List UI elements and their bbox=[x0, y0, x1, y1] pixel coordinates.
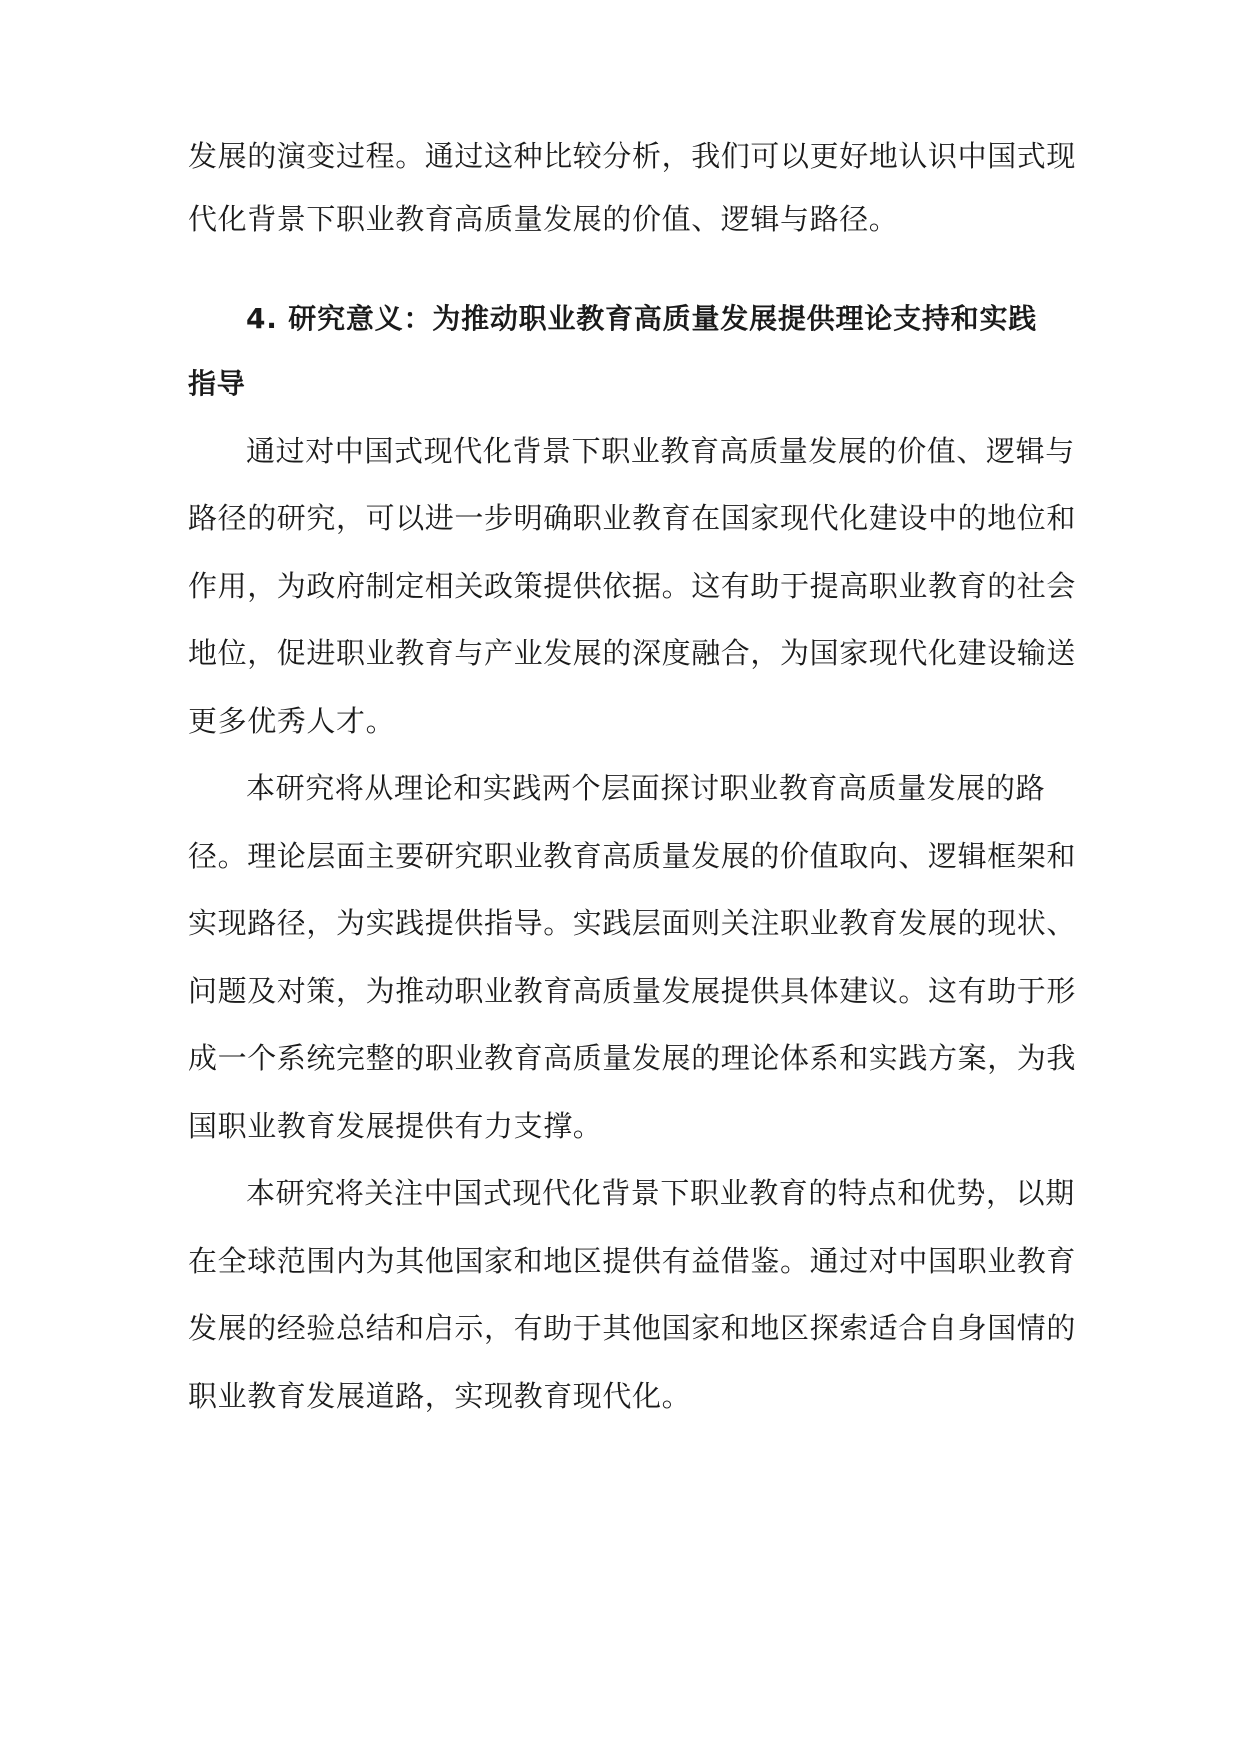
text-line: 代化背景下职业教育高质量发展的价值、逻辑与路径。 bbox=[188, 202, 899, 236]
text-line: 径。理论层面主要研究职业教育高质量发展的价值取向、逻辑框架和 bbox=[188, 839, 1077, 873]
text-line: 本研究将关注中国式现代化背景下职业教育的特点和优势，以期 bbox=[246, 1176, 1075, 1210]
heading-line: 4. 研究意义：为推动职业教育高质量发展提供理论支持和实践 bbox=[246, 302, 1038, 335]
text-line: 在全球范围内为其他国家和地区提供有益借鉴。通过对中国职业教育 bbox=[188, 1244, 1077, 1278]
heading-line: 指导 bbox=[188, 367, 246, 400]
text-line: 本研究将从理论和实践两个层面探讨职业教育高质量发展的路 bbox=[246, 771, 1046, 805]
text-line: 作用，为政府制定相关政策提供依据。这有助于提高职业教育的社会 bbox=[188, 569, 1077, 603]
text-line: 问题及对策，为推动职业教育高质量发展提供具体建议。这有助于形 bbox=[188, 974, 1077, 1008]
text-line: 职业教育发展道路，实现教育现代化。 bbox=[188, 1379, 692, 1413]
text-line: 国职业教育发展提供有力支撑。 bbox=[188, 1109, 603, 1143]
text-line: 路径的研究，可以进一步明确职业教育在国家现代化建设中的地位和 bbox=[188, 501, 1077, 535]
text-line: 成一个系统完整的职业教育高质量发展的理论体系和实践方案，为我 bbox=[188, 1041, 1077, 1075]
text-line: 发展的演变过程。通过这种比较分析，我们可以更好地认识中国式现 bbox=[188, 139, 1077, 173]
text-line: 地位，促进职业教育与产业发展的深度融合，为国家现代化建设输送 bbox=[188, 636, 1077, 670]
text-line: 更多优秀人才。 bbox=[188, 704, 396, 738]
text-line: 实现路径，为实践提供指导。实践层面则关注职业教育发展的现状、 bbox=[188, 906, 1077, 940]
text-line: 通过对中国式现代化背景下职业教育高质量发展的价值、逻辑与 bbox=[246, 434, 1075, 468]
text-line: 发展的经验总结和启示，有助于其他国家和地区探索适合自身国情的 bbox=[188, 1311, 1077, 1345]
